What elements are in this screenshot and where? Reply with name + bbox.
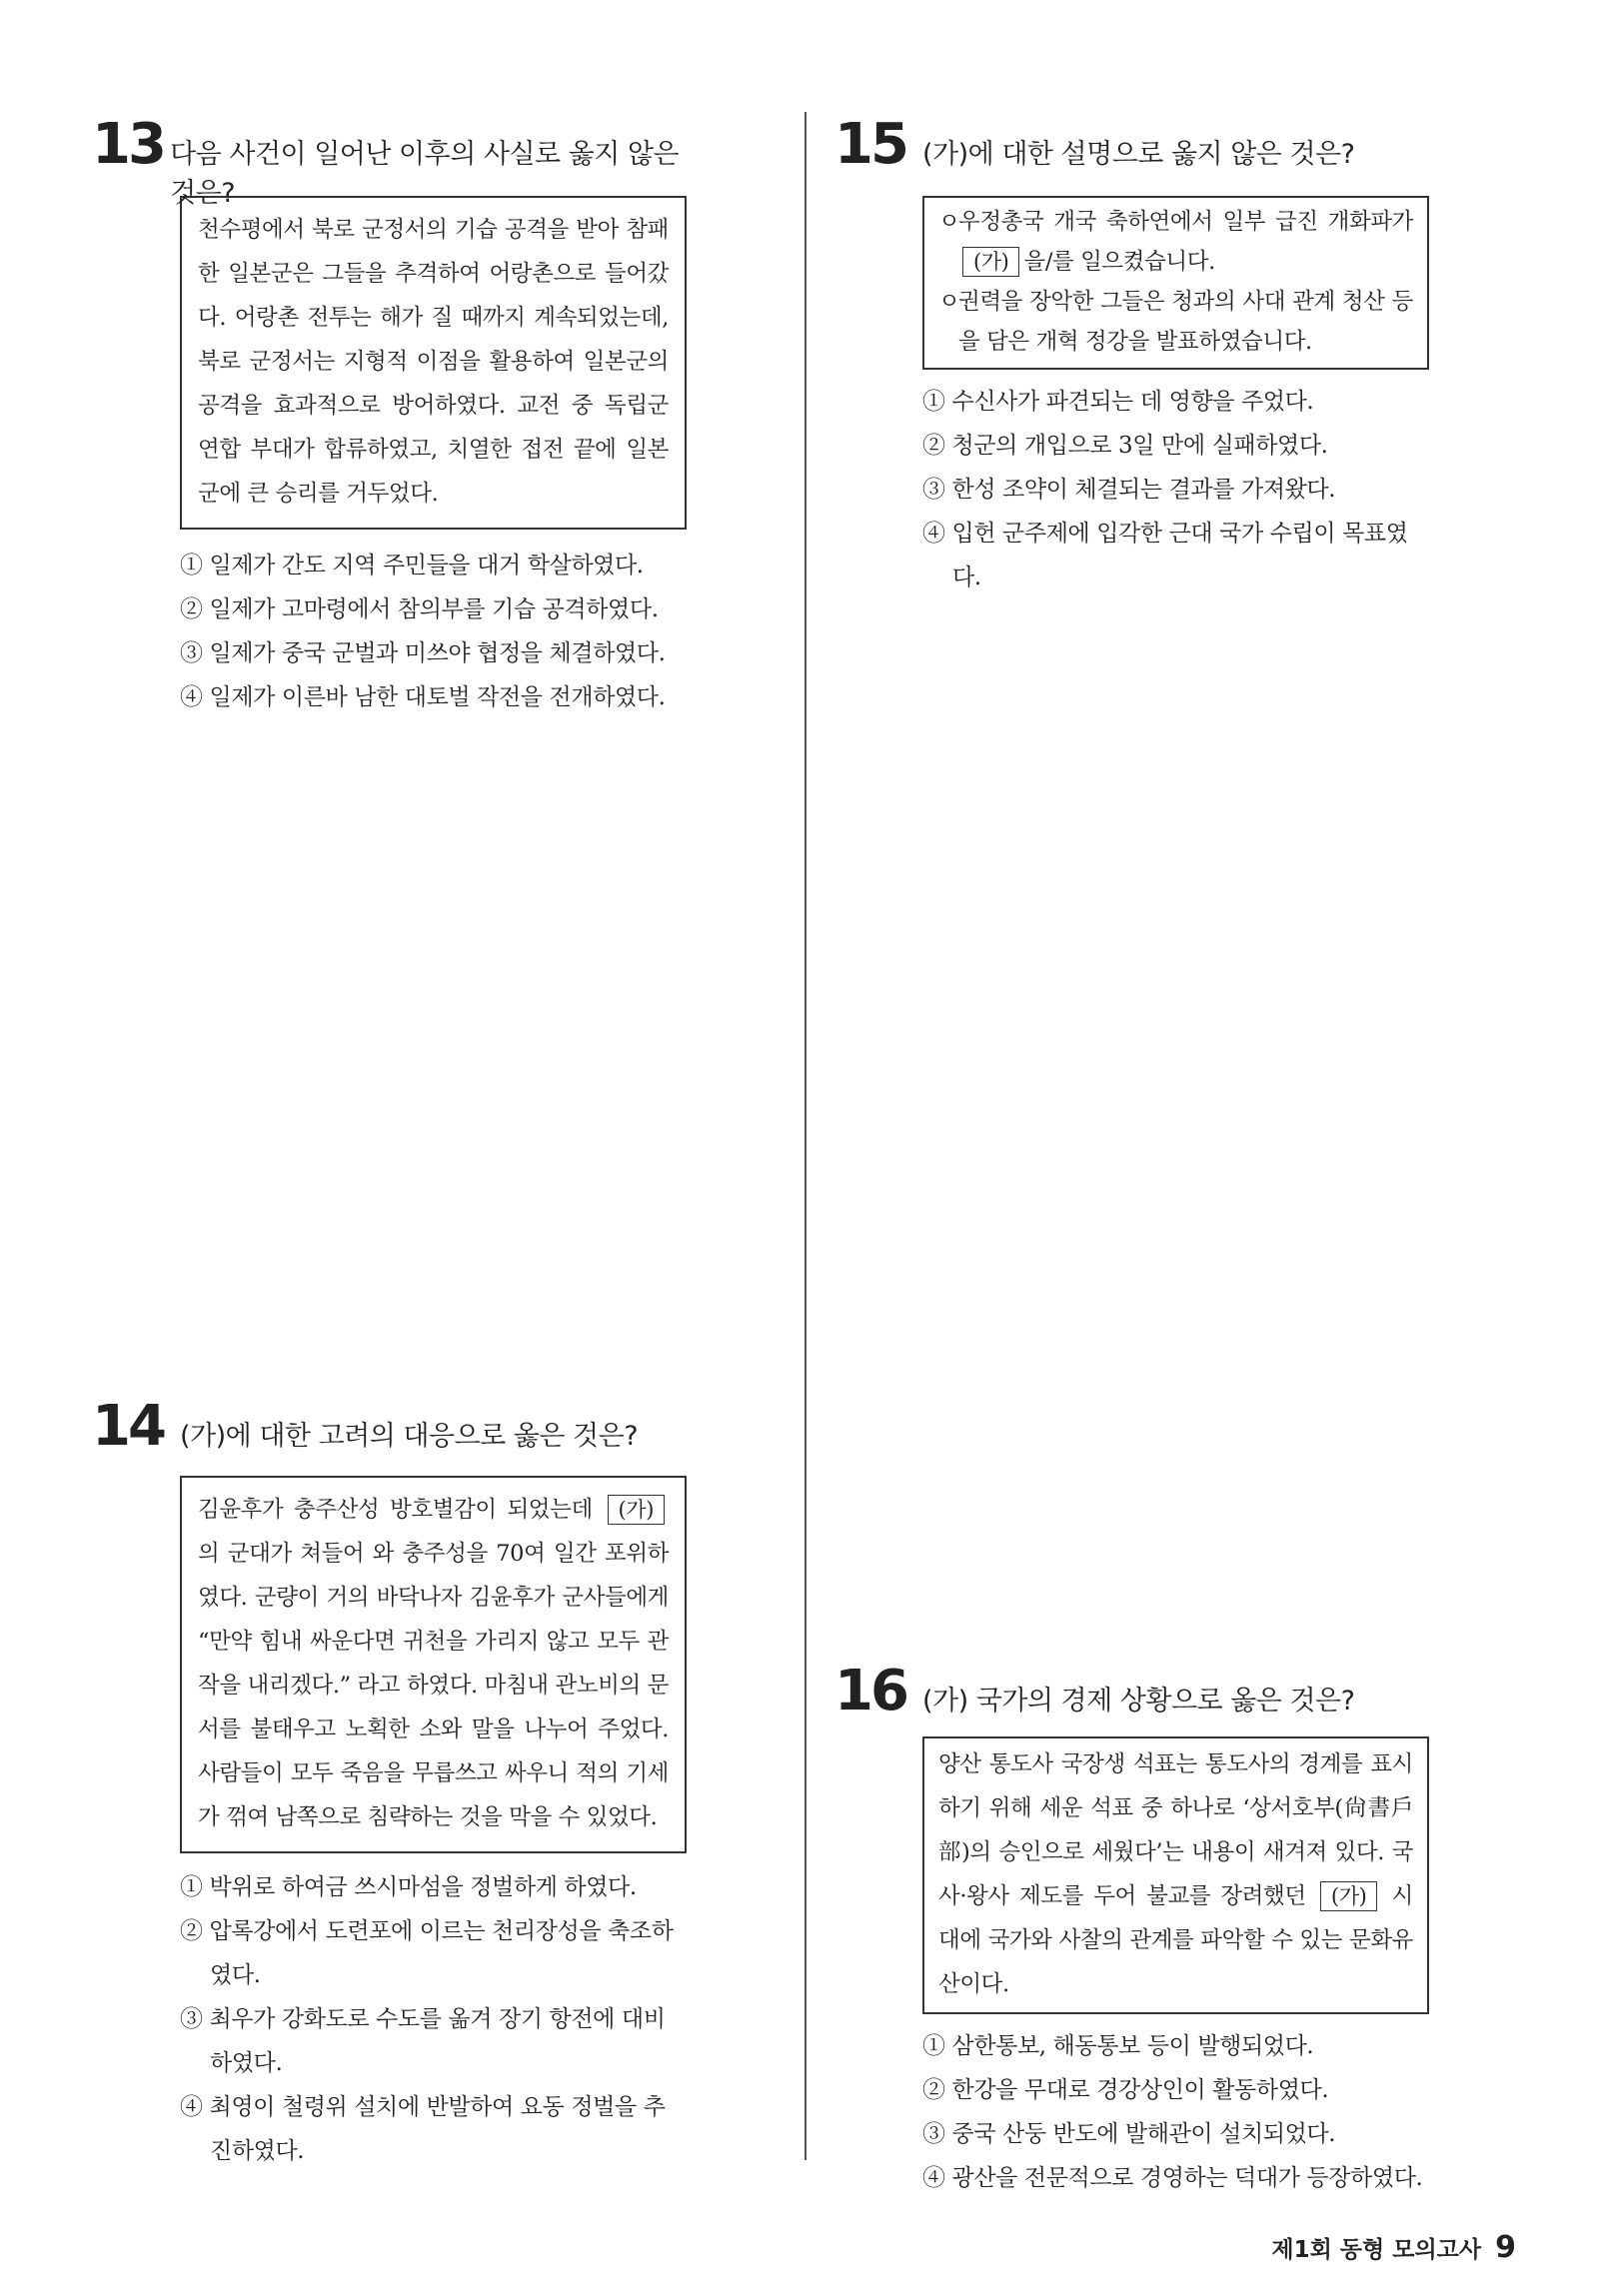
blank-ga-box: (가) — [962, 247, 1019, 277]
option-3[interactable]: ③ 한성 조약이 체결되는 결과를 가져왔다. — [922, 477, 1336, 503]
passage-text-part-2: 의 군대가 쳐들어 와 충주성을 70여 일간 포위하였다. 군량이 거의 바닥나자 김윤후가 군사들에게 “만약 힘내 싸운다면 귀천을 가리지 않고 모두 관작을 내리겠다.” 라고 하였다. 마침내 관노비의 문서를 불태우고 노획한 소와 말을 나누어 주었다. 사람들이 모두 죽음을 무릅쓰고 싸우니 적의 기세가 꺾여 남쪽으로 침략하는 것을 막을 수 있었다. — [198, 1541, 669, 1830]
question-title: (가)에 대한 설명으로 옳지 않은 것은? — [922, 139, 1355, 170]
passage-text-part-1: 양산 통도사 국장생 석표는 통도사의 경계를 표시하기 위해 세운 석표 중 하나로 ‘상서호부(尙書戶部)의 승인으로 세웠다’는 내용이 새겨져 있다. 국사·왕사 제도를 두어 불교를 장려했던 — [938, 1751, 1413, 1909]
passage-text: 천수평에서 북로 군정서의 기습 공격을 받아 참패한 일본군은 그들을 추격하여 어랑촌으로 들어갔다. 어랑촌 전투는 해가 질 때까지 계속되었는데, 북로 군정서는 지형적 이점을 활용하여 일본군의 공격을 효과적으로 방어하였다. 교전 중 독립군 연합 부대가 합류하였고, 치열한 접전 끝에 일본군에 큰 승리를 거두었다. — [198, 217, 669, 507]
option-1[interactable]: ① 일제가 간도 지역 주민들을 대거 학살하였다. — [180, 553, 644, 578]
passage-box — [180, 1476, 687, 1853]
options-list — [922, 380, 1429, 599]
question-title: (가) 국가의 경제 상황으로 옳은 것은? — [922, 1686, 1355, 1717]
passage-text — [938, 1742, 1413, 2006]
option-1[interactable]: ① 수신사가 파견되는 데 영향을 주었다. — [922, 389, 1314, 415]
page-footer — [1271, 2230, 1516, 2265]
option-2[interactable]: ② 청군의 개입으로 3일 만에 실패하였다. — [922, 433, 1328, 459]
option-3[interactable]: ③ 최우가 강화도로 수도를 옮겨 장기 항전에 대비하였다. — [180, 2006, 666, 2076]
passage-text-part-1: 김윤후가 충주산성 방호별감이 되었는데 — [198, 1497, 593, 1523]
bullet-text: 권력을 장악한 그들은 청과의 사대 관계 청산 등을 담은 개혁 정강을 발표하였습니다. — [958, 289, 1413, 355]
page-number: 9 — [1495, 2230, 1516, 2265]
option-4[interactable]: ④ 광산을 전문적으로 경영하는 덕대가 등장하였다. — [922, 2165, 1423, 2191]
circle-bullet-icon: ㅇ — [938, 289, 960, 315]
passage-bullet-1 — [938, 202, 1413, 282]
question-header — [834, 1659, 1429, 1728]
option-1[interactable]: ① 박위로 하여금 쓰시마섬을 정벌하게 하였다. — [180, 1874, 637, 1900]
bullet-text — [958, 202, 1413, 282]
question-number: 14 — [92, 1394, 164, 1459]
circle-bullet-icon: ㅇ — [938, 209, 960, 235]
question-header — [92, 112, 687, 209]
bullet-text-part-1: 우정총국 개국 축하연에서 일부 급진 개화파가 — [958, 209, 1413, 235]
blank-ga-box: (가) — [1320, 1881, 1377, 1911]
option-4[interactable]: ④ 입헌 군주제에 입각한 근대 국가 수립이 목표였다. — [922, 521, 1408, 590]
passage-box — [922, 1736, 1429, 2014]
question-15 — [834, 112, 1429, 599]
passage-bullet-2 — [938, 282, 1413, 362]
question-number: 13 — [92, 112, 164, 177]
passage-text — [198, 1488, 669, 1839]
option-2[interactable]: ② 한강을 무대로 경강상인이 활동하였다. — [922, 2077, 1329, 2103]
blank-ga-box: (가) — [608, 1495, 665, 1525]
passage-box — [922, 196, 1429, 370]
question-16 — [834, 1659, 1429, 2200]
option-4[interactable]: ④ 일제가 이른바 남한 대토벌 작전을 전개하였다. — [180, 684, 666, 710]
options-list — [922, 2024, 1429, 2200]
options-list — [180, 544, 687, 719]
options-list — [180, 1865, 687, 2173]
passage-text-part-2: 시대에 국가와 사찰의 관계를 파악할 수 있는 문화유산이다. — [938, 1883, 1413, 1997]
exam-name: 제1회 동형 모의고사 — [1271, 2237, 1482, 2263]
option-2[interactable]: ② 일제가 고마령에서 참의부를 기습 공격하였다. — [180, 596, 659, 622]
option-3[interactable]: ③ 일제가 중국 군벌과 미쓰야 협정을 체결하였다. — [180, 640, 666, 666]
passage-box — [180, 196, 687, 530]
option-1[interactable]: ① 삼한통보, 해동통보 등이 발행되었다. — [922, 2033, 1314, 2059]
option-4[interactable]: ④ 최영이 철령위 설치에 반발하여 요동 정벌을 추진하였다. — [180, 2094, 666, 2164]
option-3[interactable]: ③ 중국 산둥 반도에 발해관이 설치되었다. — [922, 2121, 1336, 2147]
question-title: 다음 사건이 일어난 이후의 사실로 옳지 않은 것은? — [170, 139, 680, 209]
option-2[interactable]: ② 압록강에서 도련포에 이르는 천리장성을 축조하였다. — [180, 1918, 674, 1988]
question-header — [834, 112, 1429, 182]
question-number: 15 — [834, 112, 906, 177]
question-title: (가)에 대한 고려의 대응으로 옳은 것은? — [180, 1421, 639, 1452]
question-14 — [92, 1394, 687, 2173]
question-13 — [92, 112, 687, 719]
column-divider — [805, 112, 806, 2160]
question-number: 16 — [834, 1659, 906, 1723]
bullet-text-part-2: 을/를 일으켰습니다. — [1023, 249, 1215, 275]
question-header — [92, 1394, 687, 1464]
